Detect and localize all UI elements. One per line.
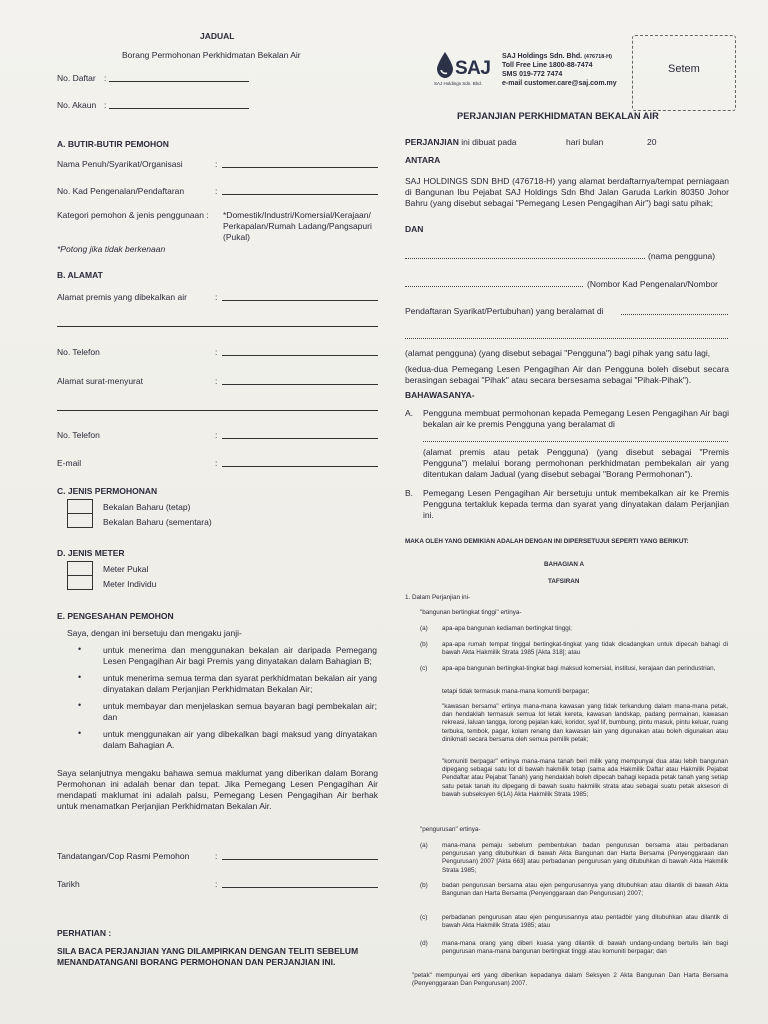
kawasan-bersama-def: "kawasan bersama" ertinya mana-mana kawasan yang tidak terkandung dalam mana-mana petak, dan hendaklah termasuk semua lot letak kereta, kawasan landskap, padang permainan, kawasan rekreasi, laluan tangga, lorong pejalan kaki, koridor, syaf lif, bumbung, pintu masuk, pintu keluar, ruang terbuka, tembok, pagar, kolam renang dan kawasan lain yang digunakan atau boleh digunakan atau dinikmati secara bersama oleh semua pemilik petak; [442, 703, 728, 743]
bekalan-tetap-label: Bekalan Baharu (tetap) [103, 502, 191, 512]
perhatian-text: SILA BACA PERJANJIAN YANG DILAMPIRKAN DENGAN TELITI SEBELUM MENANDATANGANI BORANG PERMOHONAN DAN PERJANJIAN INI. [57, 946, 359, 967]
colon: : [104, 73, 107, 83]
bekalan-sementara-label: Bekalan Baharu (sementara) [103, 517, 212, 527]
meter-individu-label: Meter Individu [103, 579, 157, 589]
saj-logo-subtext: SAJ Holdings Sdn. Bhd. [434, 81, 483, 86]
perjanjian-word: PERJANJIAN [405, 137, 459, 147]
bahagian-a-heading: BAHAGIAN A [544, 561, 584, 568]
colon: : [215, 879, 218, 889]
alamat-surat-label: Alamat surat-menyurat [57, 376, 143, 386]
antara-label: ANTARA [405, 155, 441, 165]
para-a-text: Pengguna membuat permohonan kepada Pemegang Lesen Pengagihan Air bagi bekalan air ke premis Pengguna yang beralamat di [423, 408, 729, 429]
saj-water-drop-icon [436, 52, 454, 78]
pengesahan-item-3: untuk membayar dan menjelaskan semua bayaran bagi pembekalan air; dan [103, 701, 377, 722]
nama-pengguna-label: (nama pengguna) [648, 251, 716, 261]
telefon-1-field[interactable] [222, 355, 378, 356]
email-field[interactable] [222, 466, 378, 467]
checkbox-bekalan-sementara[interactable] [67, 513, 93, 528]
alamat-premis-field[interactable] [423, 441, 728, 442]
email-label: E-mail [57, 458, 82, 468]
colon: : [215, 159, 218, 169]
checkbox-bekalan-tetap[interactable] [67, 499, 93, 514]
kategori-value-3: (Pukal) [223, 232, 250, 242]
petak-def: "petak" mempunyai erti yang diberikan kepadanya dalam Seksyen 2 Akta Bangunan Dan Harta Bersama (Penyenggaraan Dan Pengurusan) 2007. [412, 972, 728, 988]
para-b-label: B. [405, 488, 414, 498]
no-akaun-label: No. Akaun [57, 100, 97, 110]
perjanjian-rest: ini dibuat pada [461, 137, 517, 147]
nama-label: Nama Penuh/Syarikat/Organisasi [57, 159, 183, 169]
peng-d-text: mana-mana orang yang diberi kuasa yang dilantik di bawah undang-undang bertulis lain bagi pengurusan mana-mana bangunan bertingkat tinggi atau komuniti berpagar; dan [442, 940, 728, 956]
dan-label: DAN [405, 224, 424, 234]
pengesahan-intro: Saya, dengan ini bersetuju dan mengaku janji- [67, 628, 242, 638]
nombor-kad-label: (Nombor Kad Pengenalan/Nombor [587, 279, 718, 289]
tandatangan-field[interactable] [222, 859, 378, 860]
peng-a-text: mana-mana pemaju sebelum pembentukan badan pengurusan bersama atau perbadanan pengurusan yang ditubuhkan di bawah Akta Bangunan dan Harta Bersama (Penyenggaraan dan Pengurusan) 2007 [Akta 663] atau perbadanan pengurusan yang ditubuhkan di bawah Akta Hakmilik Strata 1985; [442, 842, 728, 874]
tarikh-label: Tarikh [57, 879, 80, 889]
nombor-kad-field[interactable] [405, 286, 583, 287]
saj-party-paragraph: SAJ HOLDINGS SDN BHD (476718-H) yang alamat berdaftarnya/tempat perniagaan di Bangunan Ibu Pejabat SAJ Holdings Sdn Bhd Jalan Garuda Larkin 80350 Johor Bahru (yang disebut sebagai "Pemegang Lesen Pengagihan Air") bagi satu pihak; [405, 176, 729, 208]
colon: : [215, 292, 218, 302]
alamat-surat-field-2[interactable] [57, 410, 378, 411]
alamat-field[interactable] [621, 314, 728, 315]
bullet: • [78, 728, 82, 738]
company-email: e-mail customer.care@saj.com.my [502, 80, 617, 87]
bullet: • [78, 672, 82, 682]
peng-b-text: badan pengurusan bersama atau ejen pengurusannya yang ditubuhkan atau dilantik di bawah Akta Bangunan dan Harta Bersama (Penyenggaraan dan Pengurusan) 2007; [442, 882, 728, 898]
telefon-1-label: No. Telefon [57, 347, 100, 357]
sms-line: SMS 019-772 7474 [502, 71, 563, 78]
section-a-title: A. BUTIR-BUTIR PEMOHON [57, 139, 169, 149]
peng-b-label: (b) [420, 882, 428, 889]
def-b-label: (b) [420, 641, 428, 648]
stamp-label: Setem [668, 63, 700, 75]
checkbox-meter-individu[interactable] [67, 575, 93, 590]
colon: : [215, 347, 218, 357]
tafsiran-heading: TAFSIRAN [548, 578, 580, 585]
section-d-title: D. JENIS METER [57, 548, 125, 558]
colon: : [215, 376, 218, 386]
company-reg: (476718-H) [584, 54, 612, 60]
def-c-label: (c) [420, 665, 428, 672]
potong-note: *Potong jika tidak berkenaan [57, 244, 166, 254]
meter-pukal-label: Meter Pukal [103, 564, 149, 574]
tarikh-field[interactable] [222, 887, 378, 888]
peng-c-label: (c) [420, 914, 428, 921]
dalam-perjanjian: 1. Dalam Perjanjian ini- [405, 594, 471, 601]
pengurusan-def: "pengurusan" ertinya- [420, 826, 481, 833]
kedua-dua-paragraph: (kedua-dua Pemegang Lesen Pengagihan Air dan Pengguna boleh disebut secara berasingan sebagai "Pihak" atau secara bersesama sebagai "Pihak-Pihak"). [405, 364, 729, 385]
para-a-label: A. [405, 408, 414, 418]
year-prefix: 20 [647, 137, 657, 147]
pengesahan-item-4: untuk menggunakan air yang dibekalkan bagi maksud yang dinyatakan dalam Bahagian A. [103, 729, 377, 750]
nama-pengguna-field[interactable] [405, 258, 645, 259]
def-a-text: apa-apa bangunan kediaman bertingkat tinggi; [442, 625, 572, 632]
checkbox-meter-pukal[interactable] [67, 561, 93, 576]
saj-logo-text: SAJ [455, 58, 491, 79]
para-b-text: Pemegang Lesen Pengagihan Air bersetuju untuk membekalkan air ke Premis Pengguna tertakluk kepada terma dan syarat yang dinyatakan dalam Perjanjian ini. [423, 488, 729, 520]
def-a-label: (a) [420, 625, 428, 632]
kad-label: No. Kad Pengenalan/Pendaftaran [57, 186, 185, 196]
kategori-value-1: *Domestik/Industri/Komersial/Kerajaan/ [223, 210, 371, 220]
alamat-field-2[interactable] [405, 338, 728, 339]
kategori-label: Kategori pemohon & jenis penggunaan : [57, 210, 209, 220]
section-b-title: B. ALAMAT [57, 270, 103, 280]
no-daftar-label: No. Daftar [57, 73, 96, 83]
peng-c-text: perbadanan pengurusan atau ejen pengurusannya atau pentadbir yang ditubuhkan atau dilantik di bawah Akta Hakmilik Strata 1985; atau [442, 914, 728, 930]
telefon-2-field[interactable] [222, 438, 378, 439]
bullet: • [78, 644, 82, 654]
kad-field[interactable] [222, 194, 378, 195]
colon: : [215, 851, 218, 861]
section-c-title: C. JENIS PERMOHONAN [57, 486, 158, 496]
declaration-text: Saya selanjutnya mengaku bahawa semua maklumat yang diberikan dalam Borang Permohonan ini adalah benar dan tepat. Jika Pemegang Lesen Pengagihan Air mendapati maklumat ini adalah palsu, Pemegang Lesen Pengagihan Air berhak untuk menamatkan Perjanjian Perkhidmatan Bekalan Air. [57, 768, 378, 811]
section-e-title: E. PENGESAHAN PEMOHON [57, 611, 174, 621]
toll-free-line: Toll Free Line 1800-88-7474 [502, 62, 593, 69]
bahawasanya-label: BAHAWASANYA- [405, 390, 475, 400]
alamat-pengguna-text: (alamat pengguna) (yang disebut sebagai "Pengguna") bagi pihak yang satu lagi, [405, 348, 711, 358]
peng-d-label: (d) [420, 940, 428, 947]
alamat-premis-field-2[interactable] [57, 326, 378, 327]
agreement-title: PERJANJIAN PERKHIDMATAN BEKALAN AIR [457, 111, 659, 121]
form-subtitle: Borang Permohonan Perkhidmatan Bekalan Air [122, 50, 301, 60]
kategori-value-2: Perkapalan/Rumah Ladang/Pangsapuri [223, 221, 372, 231]
alamat-premis-field[interactable] [222, 300, 378, 301]
def-c-text: apa-apa bangunan bertingkat-tingkat bagi maksud komersial, institusi, kerajaan dan perindustrian, [442, 665, 716, 672]
perjanjian-line [405, 137, 517, 148]
hari-bulan-label: hari bulan [566, 137, 604, 147]
def-b-text: apa-apa rumah tempat tinggal bertingkat-tingkat yang tidak dicadangkan untuk dipecah bahagi di bawah Akta Hakmilik Strata 1985 [Akta 318]; atau [442, 641, 728, 657]
no-daftar-field[interactable] [109, 81, 249, 82]
colon: : [104, 100, 107, 110]
nama-field[interactable] [222, 167, 378, 168]
no-akaun-field[interactable] [109, 108, 249, 109]
perhatian-title: PERHATIAN : [57, 928, 112, 938]
company-name-text: SAJ Holdings Sdn. Bhd. [502, 53, 583, 60]
tandatangan-label: Tandatangan/Cop Rasmi Pemohon [57, 851, 190, 861]
pengesahan-item-2: untuk menerima semua terma dan syarat perkhidmatan bekalan air yang dinyatakan dalam Perjanjian Perkhidmatan Bekalan Air; [103, 673, 377, 694]
pendaftaran-label: Pendaftaran Syarikat/Pertubuhan) yang beralamat di [405, 306, 604, 316]
tetapi-text: tetapi tidak termasuk mana-mana komuniti berpagar; [442, 688, 590, 695]
komuniti-berpagar-def: "komuniti berpagar" ertinya mana-mana tanah beri milik yang mempunyai dua atau lebih bangunan dipegang sebagai satu lot di bawah hakmilik tetap (sama ada Hakmilik Daftar atau Hakmilik Pejabat Pendaftar atau Pejabat Tanah) yang hendaklah boleh dipecah bahagi kepada petak tanah yang setiap satu petak tanah itu dipegang di bawah suatu hakmilik strata atau sebagai suatu petak aksesori di bawah subseksyen 6(1A) Akta Hakmilik Strata 1985; [442, 758, 728, 798]
bangunan-bertingkat-def: "bangunan bertingkat tinggi" ertinya- [420, 609, 522, 616]
alamat-surat-field[interactable] [222, 384, 378, 385]
alamat-premis-label: Alamat premis yang dibekalkan air [57, 292, 187, 302]
maka-paragraph: MAKA OLEH YANG DEMIKIAN ADALAH DENGAN INI DIPERSETUJUI SEPERTI YANG BERIKUT: [405, 538, 689, 545]
bullet: • [78, 700, 82, 710]
pengesahan-item-1: untuk menerima dan menggunakan bekalan air daripada Pemegang Lesen Pengagihan Air bagi Premis yang dinyatakan dalam Bahagian B; [103, 645, 377, 666]
form-title: JADUAL [200, 31, 235, 41]
colon: : [215, 430, 218, 440]
colon: : [215, 458, 218, 468]
peng-a-label: (a) [420, 842, 428, 849]
colon: : [215, 186, 218, 196]
para-a-text-2: (alamat premis atau petak Pengguna) (yang disebut sebagai "Premis Pengguna") melalui borang permohonan perkhidmatan pembekalan air yang ditentukan dalam Jadual (yang disebut sebagai "Borang Permohonan"). [423, 447, 729, 479]
telefon-2-label: No. Telefon [57, 430, 100, 440]
